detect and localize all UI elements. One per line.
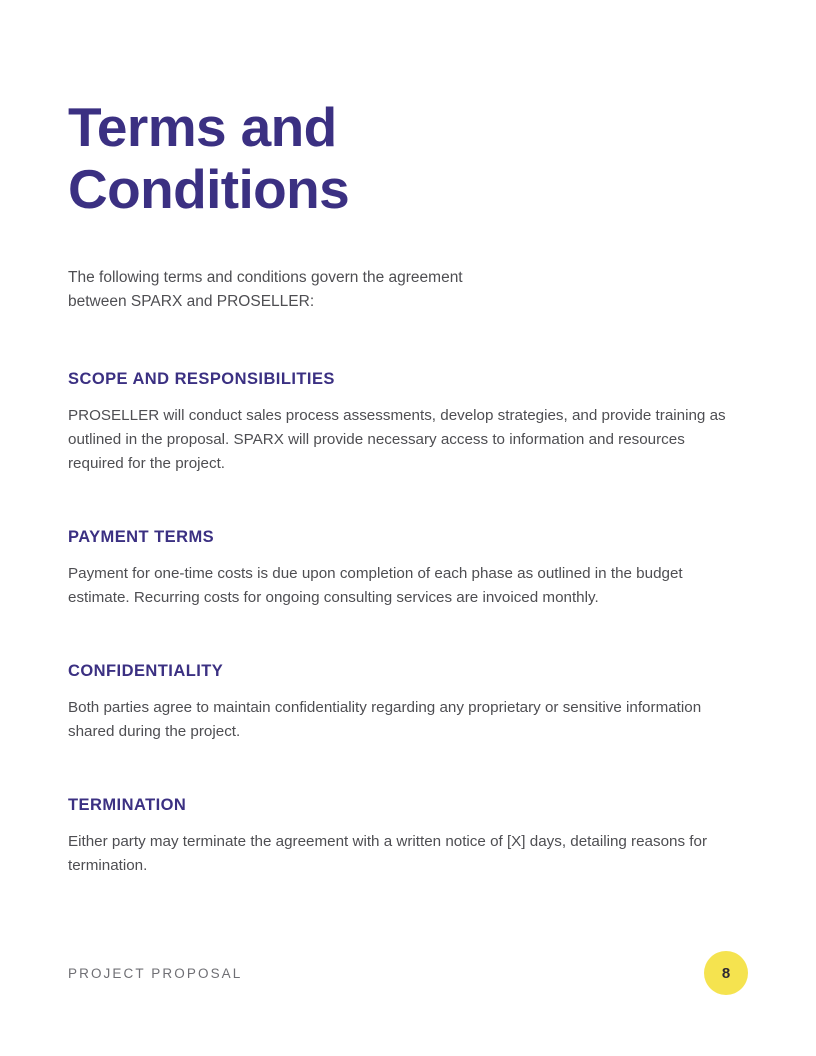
section-heading: CONFIDENTIALITY (68, 662, 224, 680)
section-heading: SCOPE AND RESPONSIBILITIES (68, 370, 335, 388)
section-body: Payment for one-time costs is due upon completion of each phase as outlined in the budget estimate. Recurring costs for ongoing consulting services are invoiced monthly. (68, 565, 683, 606)
section-body: PROSELLER will conduct sales process assessments, develop strategies, and provide training as outlined in the proposal. SPARX will provide necessary access to information and resources required for the project. (68, 407, 726, 472)
section-body: Either party may terminate the agreement with a written notice of [X] days, detailing reasons for termination. (68, 833, 708, 874)
section-confidentiality (68, 660, 728, 744)
section-scope-and-responsibilities (68, 368, 728, 476)
sections-list (68, 368, 728, 878)
section-heading: PAYMENT TERMS (68, 528, 215, 546)
section-heading: TERMINATION (68, 796, 187, 814)
page-content (68, 0, 728, 878)
footer-document-label: PROJECT PROPOSAL (68, 965, 243, 981)
section-termination (68, 794, 728, 878)
page-footer (68, 950, 748, 996)
intro-paragraph: The following terms and conditions govern the agreement between SPARX and PROSELLER: (68, 269, 463, 310)
section-payment-terms (68, 526, 728, 610)
page-title: Terms and Conditions (68, 96, 350, 220)
page-number-badge: 8 (704, 951, 748, 995)
section-body: Both parties agree to maintain confidentiality regarding any proprietary or sensitive information shared during the project. (68, 699, 702, 740)
